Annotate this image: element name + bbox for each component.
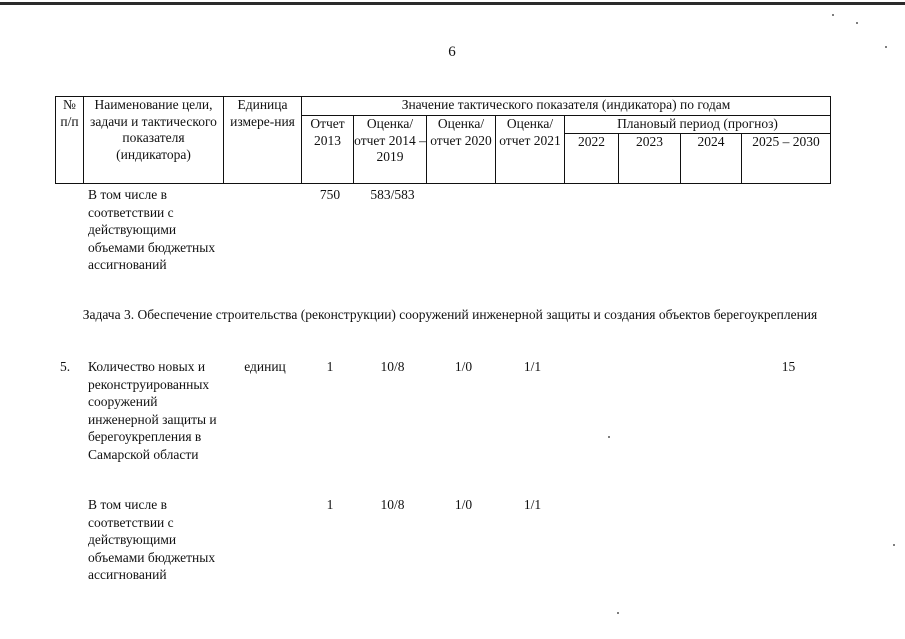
row5-estimate-2021: 1/1 [523,359,542,374]
row5-subrow-estimate-2020: 1/0 [454,497,473,512]
row5-plan-2025-2030: 15 [781,359,796,374]
prev-subrow-estimate-2014-2019: 583/583 [370,187,415,202]
row5-subrow-estimate-2014-2019: 10/8 [380,497,405,512]
header-estimate-2020: Оценка/ отчет 2020 [427,116,496,184]
row5-subrow-name: В том числе в соответствии с действующими объемами бюджетных ассигнований [88,497,216,582]
header-plan-2025-2030: 2025 – 2030 [742,133,831,183]
header-values-group: Значение тактического показателя (индикатора) по годам [302,97,831,116]
scan-speck [893,544,895,546]
indicator-table-header [55,96,831,184]
scan-speck [617,612,619,614]
row5-estimate-2020: 1/0 [454,359,473,374]
header-unit: Единица измере-ния [224,97,302,184]
row5-name: Количество новых и реконструированных сооружений инженерной защиты и берегоукрепления в Самарской области [88,359,217,462]
header-plan-group: Плановый период (прогноз) [565,116,831,134]
section-title: Задача 3. Обеспечение строительства (реконструкции) сооружений инженерной защиты и создания объектов берегоукрепления [82,307,818,322]
page-number: 6 [448,44,456,60]
header-plan-2023: 2023 [619,133,681,183]
header-name: Наименование цели, задачи и тактического показателя (индикатора) [84,97,224,184]
scan-speck [608,436,610,438]
scan-speck [856,22,858,24]
header-plan-2022: 2022 [565,133,619,183]
scan-speck [885,46,887,48]
header-plan-2024: 2024 [681,133,742,183]
prev-subrow-report-2013: 750 [319,187,341,202]
prev-subrow-name: В том числе в соответствии с действующими объемами бюджетных ассигнований [88,187,216,272]
header-report-2013: Отчет 2013 [302,116,354,184]
header-estimate-2014-2019: Оценка/ отчет 2014 – 2019 [354,116,427,184]
header-num: № п/п [56,97,84,184]
scan-edge-line [0,2,905,5]
row5-subrow-estimate-2021: 1/1 [523,497,542,512]
header-estimate-2021: Оценка/ отчет 2021 [496,116,565,184]
scan-speck [832,14,834,16]
row5-num: 5. [60,359,71,374]
row5-unit: единиц [244,359,286,374]
row5-estimate-2014-2019: 10/8 [380,359,405,374]
row5-report-2013: 1 [326,359,334,374]
row5-subrow-report-2013: 1 [326,497,334,512]
